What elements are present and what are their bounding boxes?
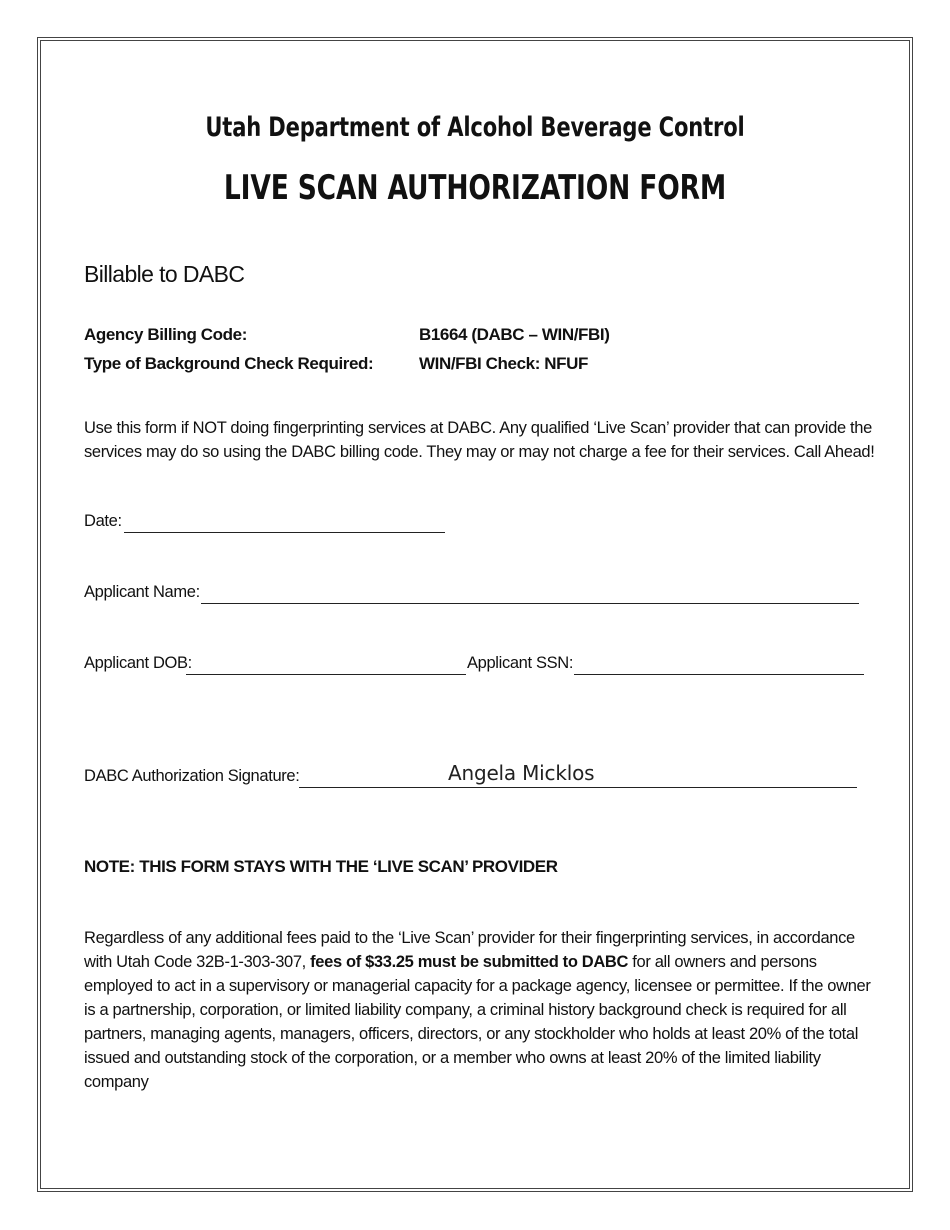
check-type-value: WIN/FBI Check: NFUF xyxy=(419,354,589,373)
signature-value: Angela Micklos xyxy=(448,761,595,785)
agency-title: Utah Department of Alcohol Beverage Control xyxy=(205,112,745,143)
form-title: LIVE SCAN AUTHORIZATION FORM xyxy=(223,168,727,208)
applicant-name-field[interactable] xyxy=(201,603,859,604)
billing-section-title: Billable to DABC xyxy=(84,261,245,287)
applicant-dob-field[interactable] xyxy=(186,674,466,675)
agency-code-value: B1664 (DABC – WIN/FBI) xyxy=(419,325,610,344)
date-field[interactable] xyxy=(124,532,445,533)
date-label: Date: xyxy=(84,512,122,530)
fee-paragraph xyxy=(84,926,884,1094)
applicant-ssn-label: Applicant SSN: xyxy=(467,654,574,672)
fee-paragraph-details: for all owners and persons employed to act in a supervisory or managerial capacity for a package agency, licensee or permittee. If the owner is a partnership, corporation, or limited liability company, a criminal history background check is required for all partners, managing agents, managers, officers, directors, or any stockholder who holds at least 20% of the total issued and outstanding stock of the corporation, or a member who owns at least 20% of the limited liability company xyxy=(84,953,871,1091)
applicant-name-label: Applicant Name: xyxy=(84,583,200,601)
applicant-dob-label: Applicant DOB: xyxy=(84,654,192,672)
applicant-ssn-field[interactable] xyxy=(574,674,864,675)
fee-paragraph-intro: Regardless of any additional fees paid to the ‘Live Scan’ provider for their fingerprinting services, in accordance with Utah Code 32B-1-303-307, xyxy=(84,929,855,971)
provider-note: NOTE: THIS FORM STAYS WITH THE ‘LIVE SCAN’ PROVIDER xyxy=(84,857,558,876)
instructions-paragraph: Use this form if NOT doing fingerprinting services at DABC. Any qualified ‘Live Scan’ provider that can provide the services may do so using the DABC billing code. They may or may not charge a fee for their services. Call Ahead! xyxy=(84,419,875,461)
signature-label: DABC Authorization Signature: xyxy=(84,767,300,785)
signature-field[interactable] xyxy=(299,787,857,788)
agency-code-label: Agency Billing Code: xyxy=(84,325,247,344)
check-type-label: Type of Background Check Required: xyxy=(84,354,374,373)
fee-amount-text: fees of $33.25 must be submitted to DABC xyxy=(310,953,629,971)
